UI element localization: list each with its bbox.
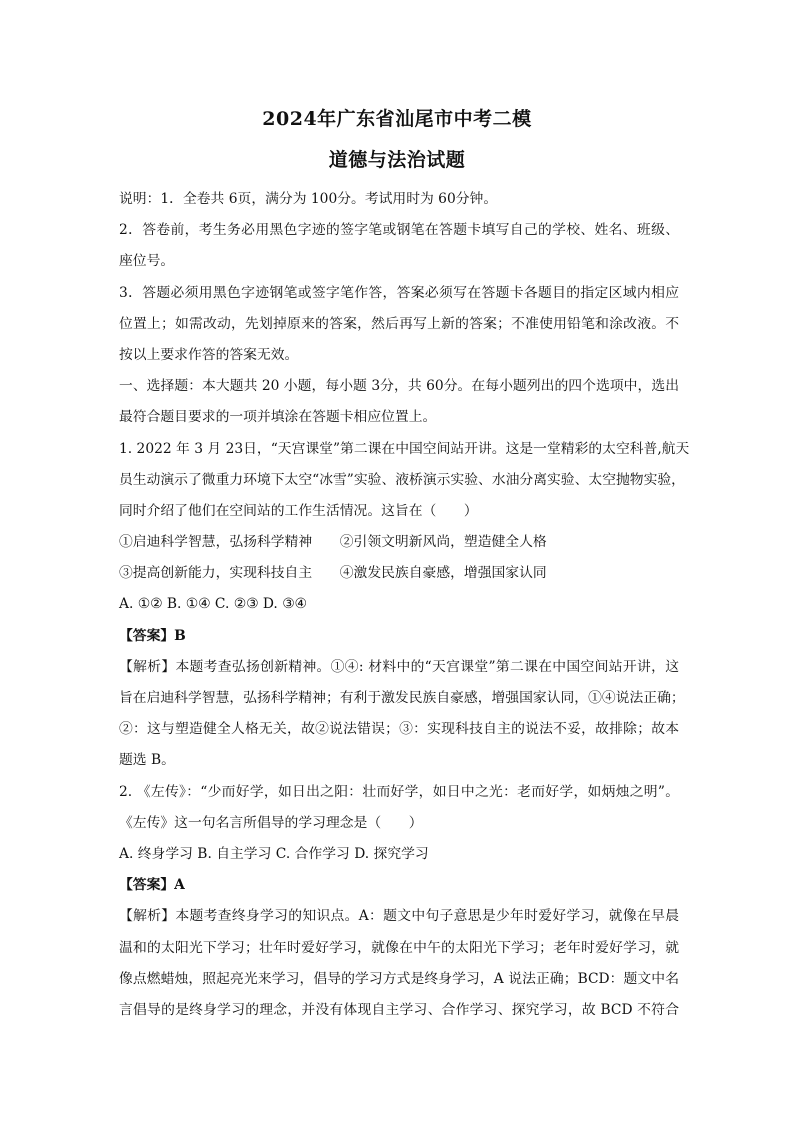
text-line: 3．答题必须用黑色字迹钢笔或签字笔作答，答案必须写在答题卡各题目的指定区域内相应 [119,284,679,301]
question-2-options: A. 终身学习 B. 自主学习 C. 合作学习 D. 探究学习 [119,845,429,862]
question-1-statements: ①启迪科学智慧，弘扬科学精神 ②引领文明新风尚，塑造健全人格 [119,534,547,551]
question-1-analysis: 旨在启迪科学智慧，弘扬科学精神；有利于激发民族自豪感，增强国家认同，①④说法正确； [119,690,685,706]
question-1-options: A. ①② B. ①④ C. ②③ D. ③④ [119,596,307,613]
question-2-analysis: 温和的太阳光下学习；壮年时爱好学习，就像在中午的太阳光下学习；老年时爱好学习，就 [119,939,679,956]
text-line: 最符合题目要求的一项并填涂在答题卡相应位置上。 [119,409,437,426]
question-2-analysis: 言倡导的是终身学习的理念，并没有体现自主学习、合作学习、探究学习，故 BCD 不符合 [119,1001,679,1018]
question-1-analysis: ②：这与塑造健全人格无关，故②说法错误；③：实现科技自主的说法不妥，故排除；故本 [119,721,679,738]
question-2-stem: 2. 《左传》：“少而好学，如日出之阳：壮而好学，如日中之光：老而好学，如炳烛之明”。 [119,783,679,800]
question-2-stem: 《左传》这一句名言所倡导的学习理念是（ ） [119,814,423,831]
question-1-analysis: 【解析】本题考查弘扬创新精神。①④: 材料中的“天宫课堂”第二课在中国空间站开讲，这 [119,658,679,675]
text-line: 按以上要求作答的答案无效。 [119,346,299,363]
document-subtitle: 道德与法治试题 [328,149,466,171]
question-1-stem: 1. 2022 年 3 月 23日，“天宫课堂”第二课在中国空间站开讲。这是一堂精彩的太空科普,航天 [119,440,690,457]
document-title: 2024年广东省汕尾市中考二模 [262,108,532,130]
question-1-statements: ③提高创新能力，实现科技自主 ④激发民族自豪感，增强国家认同 [119,565,547,582]
text-line: 说明：1．全卷共 6页，满分为 100分。考试用时为 60分钟。 [119,191,498,207]
question-1-stem: 员生动演示了微重力环境下太空“冰雪”实验、液桥演示实验、水油分离实验、太空抛物实验， [119,471,685,488]
text-line: 座位号。 [119,253,175,270]
question-1-answer: 【答案】B [119,627,186,644]
text-line: 位置上；如需改动，先划掉原来的答案，然后再写上新的答案；不准使用铅笔和涂改液。不 [119,315,679,332]
question-2-answer: 【答案】A [119,877,185,894]
question-1-stem: 同时介绍了他们在空间站的工作生活情况。这旨在（ ） [119,502,478,519]
question-2-analysis: 【解析】本题考查终身学习的知识点。A：题文中句子意思是少年时爱好学习，就像在早晨 [119,908,679,925]
question-2-analysis: 像点燃蜡烛，照起亮光来学习，倡导的学习方式是终身学习，A 说法正确；BCD：题文中名 [119,970,679,987]
question-1-analysis: 题选 B。 [119,752,175,769]
text-line: 一、选择题：本大题共 20 小题，每小题 3分，共 60分。在每小题列出的四个选项中，选出 [119,378,679,395]
document-body [119,184,690,1026]
text-line: 2．答卷前，考生务必用黑色字迹的签字笔或钢笔在答题卡填写自己的学校、姓名、班级、 [119,222,679,239]
